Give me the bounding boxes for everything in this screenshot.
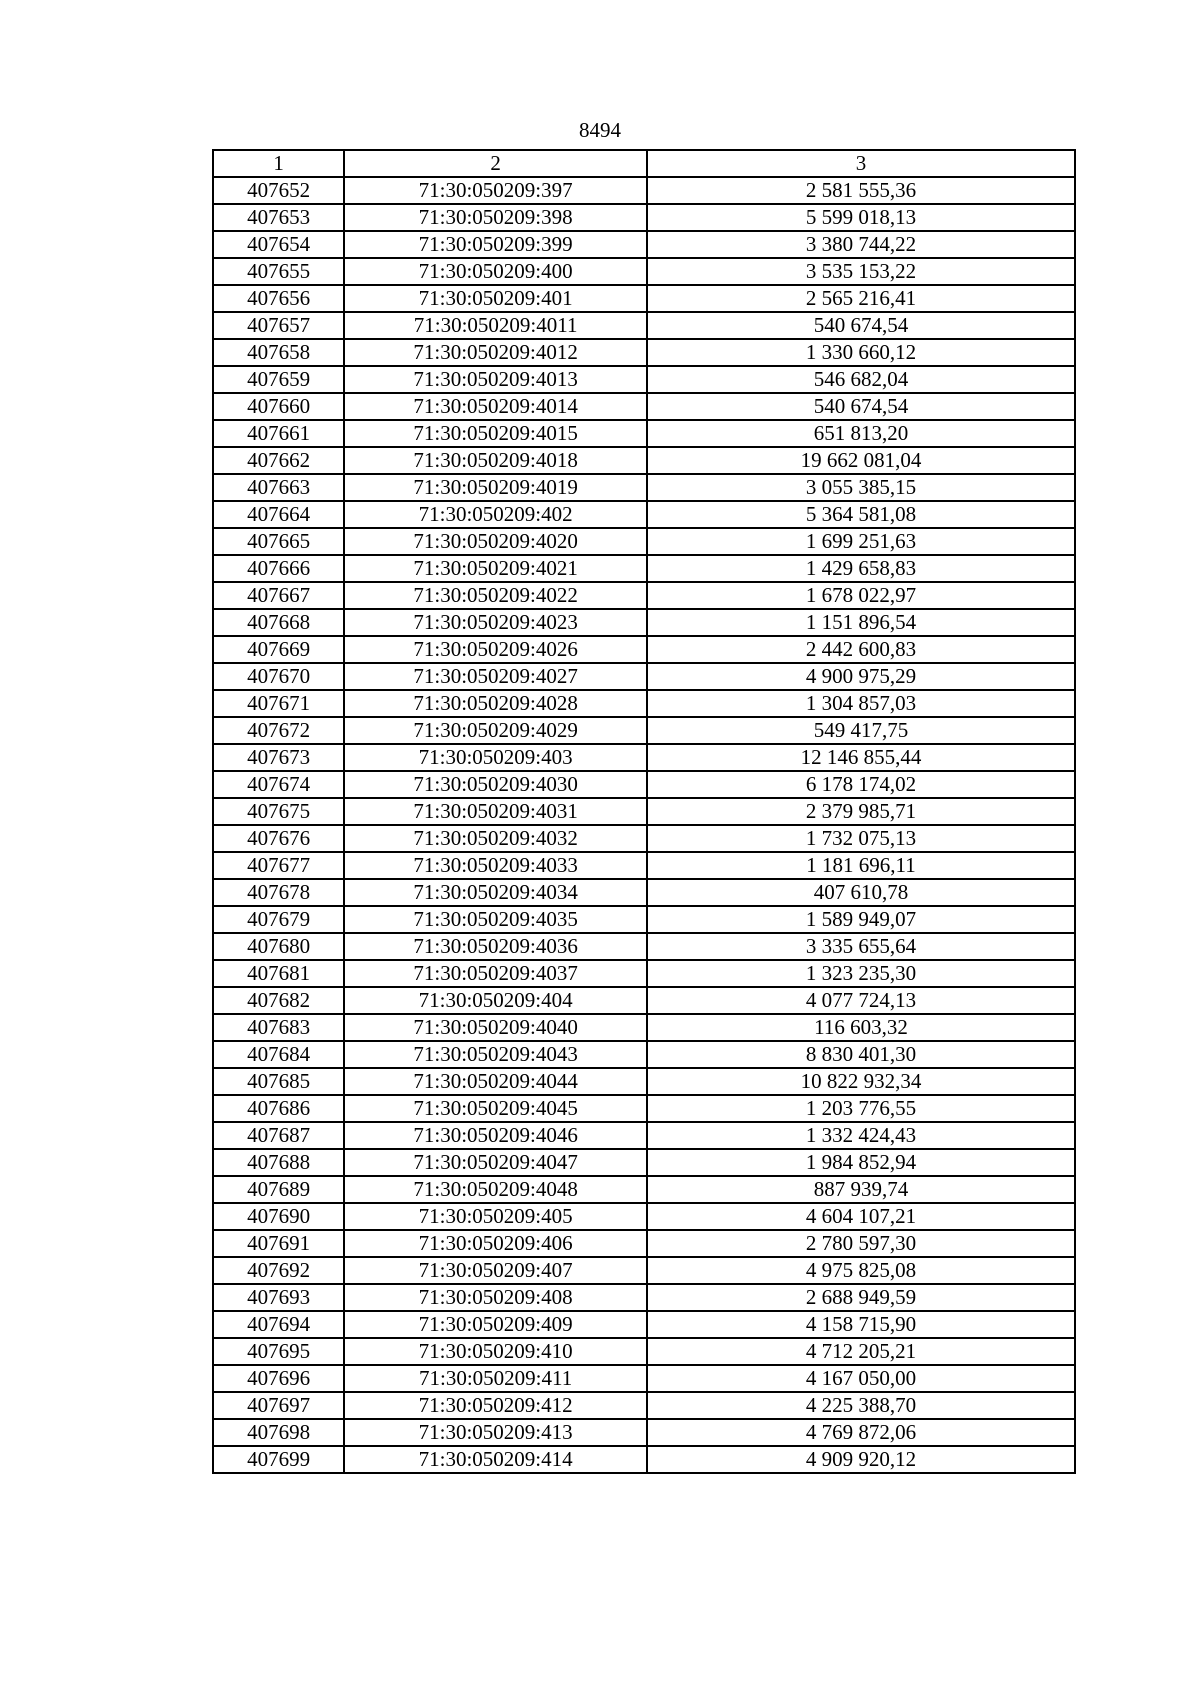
value-cell: 6 178 174,02	[647, 771, 1075, 798]
cadastral-number-cell: 71:30:050209:414	[344, 1446, 647, 1473]
row-number-cell: 407692	[213, 1257, 344, 1284]
row-number-cell: 407656	[213, 285, 344, 312]
table-row	[213, 1203, 1075, 1230]
table-row	[213, 528, 1075, 555]
value-cell: 540 674,54	[647, 312, 1075, 339]
table-row	[213, 501, 1075, 528]
row-number-cell: 407655	[213, 258, 344, 285]
cadastral-number-cell: 71:30:050209:4047	[344, 1149, 647, 1176]
row-number-cell: 407660	[213, 393, 344, 420]
table-row	[213, 1230, 1075, 1257]
cadastral-number-cell: 71:30:050209:399	[344, 231, 647, 258]
row-number-cell: 407690	[213, 1203, 344, 1230]
cadastral-number-cell: 71:30:050209:412	[344, 1392, 647, 1419]
row-number-cell: 407666	[213, 555, 344, 582]
value-cell: 1 589 949,07	[647, 906, 1075, 933]
table-row	[213, 987, 1075, 1014]
value-cell: 1 429 658,83	[647, 555, 1075, 582]
row-number-cell: 407685	[213, 1068, 344, 1095]
cadastral-number-cell: 71:30:050209:405	[344, 1203, 647, 1230]
cadastral-number-cell: 71:30:050209:407	[344, 1257, 647, 1284]
cadastral-number-cell: 71:30:050209:4048	[344, 1176, 647, 1203]
value-cell: 546 682,04	[647, 366, 1075, 393]
row-number-cell: 407673	[213, 744, 344, 771]
value-cell: 3 380 744,22	[647, 231, 1075, 258]
value-cell: 4 769 872,06	[647, 1419, 1075, 1446]
table-row	[213, 771, 1075, 798]
cadastral-number-cell: 71:30:050209:411	[344, 1365, 647, 1392]
table-row	[213, 879, 1075, 906]
table-row	[213, 960, 1075, 987]
table-row	[213, 1176, 1075, 1203]
value-cell: 1 732 075,13	[647, 825, 1075, 852]
row-number-cell: 407699	[213, 1446, 344, 1473]
row-number-cell: 407667	[213, 582, 344, 609]
row-number-cell: 407672	[213, 717, 344, 744]
table-row	[213, 1419, 1075, 1446]
cadastral-number-cell: 71:30:050209:4044	[344, 1068, 647, 1095]
table-row	[213, 1257, 1075, 1284]
table-row	[213, 1446, 1075, 1473]
page-number: 8494	[579, 118, 621, 142]
value-cell: 4 909 920,12	[647, 1446, 1075, 1473]
table-row	[213, 312, 1075, 339]
cadastral-number-cell: 71:30:050209:4030	[344, 771, 647, 798]
row-number-cell: 407696	[213, 1365, 344, 1392]
value-cell: 4 077 724,13	[647, 987, 1075, 1014]
value-cell: 887 939,74	[647, 1176, 1075, 1203]
table-row	[213, 555, 1075, 582]
value-cell: 4 225 388,70	[647, 1392, 1075, 1419]
value-cell: 1 699 251,63	[647, 528, 1075, 555]
value-cell: 4 167 050,00	[647, 1365, 1075, 1392]
row-number-cell: 407694	[213, 1311, 344, 1338]
value-cell: 12 146 855,44	[647, 744, 1075, 771]
value-cell: 549 417,75	[647, 717, 1075, 744]
cadastral-number-cell: 71:30:050209:403	[344, 744, 647, 771]
cadastral-number-cell: 71:30:050209:413	[344, 1419, 647, 1446]
table-row	[213, 636, 1075, 663]
row-number-cell: 407691	[213, 1230, 344, 1257]
row-number-cell: 407680	[213, 933, 344, 960]
table-row	[213, 1338, 1075, 1365]
table-body	[213, 177, 1075, 1473]
row-number-cell: 407665	[213, 528, 344, 555]
cadastral-value-table	[212, 149, 1076, 1474]
cadastral-number-cell: 71:30:050209:4040	[344, 1014, 647, 1041]
row-number-cell: 407693	[213, 1284, 344, 1311]
column-header-value: 3	[647, 150, 1075, 177]
table-row	[213, 906, 1075, 933]
table-header-row	[213, 150, 1075, 177]
cadastral-number-cell: 71:30:050209:4026	[344, 636, 647, 663]
row-number-cell: 407684	[213, 1041, 344, 1068]
cadastral-number-cell: 71:30:050209:4046	[344, 1122, 647, 1149]
table-row	[213, 1149, 1075, 1176]
cadastral-number-cell: 71:30:050209:4020	[344, 528, 647, 555]
cadastral-number-cell: 71:30:050209:4033	[344, 852, 647, 879]
row-number-cell: 407683	[213, 1014, 344, 1041]
cadastral-number-cell: 71:30:050209:401	[344, 285, 647, 312]
table-row	[213, 285, 1075, 312]
value-cell: 2 565 216,41	[647, 285, 1075, 312]
cadastral-number-cell: 71:30:050209:410	[344, 1338, 647, 1365]
value-cell: 4 604 107,21	[647, 1203, 1075, 1230]
row-number-cell: 407652	[213, 177, 344, 204]
row-number-cell: 407679	[213, 906, 344, 933]
row-number-cell: 407668	[213, 609, 344, 636]
cadastral-number-cell: 71:30:050209:409	[344, 1311, 647, 1338]
value-cell: 8 830 401,30	[647, 1041, 1075, 1068]
cadastral-number-cell: 71:30:050209:397	[344, 177, 647, 204]
table-row	[213, 204, 1075, 231]
table-row	[213, 663, 1075, 690]
table-row	[213, 1041, 1075, 1068]
cadastral-number-cell: 71:30:050209:4034	[344, 879, 647, 906]
cadastral-number-cell: 71:30:050209:4045	[344, 1095, 647, 1122]
row-number-cell: 407664	[213, 501, 344, 528]
cadastral-number-cell: 71:30:050209:4015	[344, 420, 647, 447]
row-number-cell: 407661	[213, 420, 344, 447]
cadastral-number-cell: 71:30:050209:4012	[344, 339, 647, 366]
value-cell: 2 780 597,30	[647, 1230, 1075, 1257]
row-number-cell: 407677	[213, 852, 344, 879]
value-cell: 19 662 081,04	[647, 447, 1075, 474]
table-row	[213, 474, 1075, 501]
table-row	[213, 1068, 1075, 1095]
cadastral-number-cell: 71:30:050209:4023	[344, 609, 647, 636]
table-row	[213, 852, 1075, 879]
cadastral-number-cell: 71:30:050209:4036	[344, 933, 647, 960]
cadastral-number-cell: 71:30:050209:4032	[344, 825, 647, 852]
cadastral-number-cell: 71:30:050209:4014	[344, 393, 647, 420]
table-row	[213, 447, 1075, 474]
row-number-cell: 407674	[213, 771, 344, 798]
row-number-cell: 407653	[213, 204, 344, 231]
cadastral-number-cell: 71:30:050209:4031	[344, 798, 647, 825]
value-cell: 1 330 660,12	[647, 339, 1075, 366]
value-cell: 1 151 896,54	[647, 609, 1075, 636]
cadastral-number-cell: 71:30:050209:4022	[344, 582, 647, 609]
value-cell: 116 603,32	[647, 1014, 1075, 1041]
table-row	[213, 366, 1075, 393]
table-row	[213, 825, 1075, 852]
row-number-cell: 407675	[213, 798, 344, 825]
cadastral-number-cell: 71:30:050209:400	[344, 258, 647, 285]
value-cell: 1 332 424,43	[647, 1122, 1075, 1149]
cadastral-number-cell: 71:30:050209:408	[344, 1284, 647, 1311]
value-cell: 2 442 600,83	[647, 636, 1075, 663]
row-number-cell: 407697	[213, 1392, 344, 1419]
value-cell: 407 610,78	[647, 879, 1075, 906]
table-row	[213, 744, 1075, 771]
value-cell: 1 984 852,94	[647, 1149, 1075, 1176]
row-number-cell: 407676	[213, 825, 344, 852]
table-row	[213, 690, 1075, 717]
table-row	[213, 717, 1075, 744]
value-cell: 1 323 235,30	[647, 960, 1075, 987]
row-number-cell: 407662	[213, 447, 344, 474]
row-number-cell: 407658	[213, 339, 344, 366]
table-row	[213, 1095, 1075, 1122]
value-cell: 5 599 018,13	[647, 204, 1075, 231]
table-row	[213, 420, 1075, 447]
value-cell: 651 813,20	[647, 420, 1075, 447]
cadastral-number-cell: 71:30:050209:4011	[344, 312, 647, 339]
cadastral-number-cell: 71:30:050209:4028	[344, 690, 647, 717]
row-number-cell: 407678	[213, 879, 344, 906]
value-cell: 2 688 949,59	[647, 1284, 1075, 1311]
cadastral-number-cell: 71:30:050209:4027	[344, 663, 647, 690]
value-cell: 5 364 581,08	[647, 501, 1075, 528]
table-row	[213, 258, 1075, 285]
row-number-cell: 407688	[213, 1149, 344, 1176]
value-cell: 2 379 985,71	[647, 798, 1075, 825]
row-number-cell: 407657	[213, 312, 344, 339]
cadastral-number-cell: 71:30:050209:4018	[344, 447, 647, 474]
value-cell: 3 535 153,22	[647, 258, 1075, 285]
value-cell: 3 055 385,15	[647, 474, 1075, 501]
cadastral-number-cell: 71:30:050209:4021	[344, 555, 647, 582]
value-cell: 4 900 975,29	[647, 663, 1075, 690]
row-number-cell: 407670	[213, 663, 344, 690]
cadastral-number-cell: 71:30:050209:4037	[344, 960, 647, 987]
table-row	[213, 1311, 1075, 1338]
value-cell: 1 678 022,97	[647, 582, 1075, 609]
table-row	[213, 1014, 1075, 1041]
value-cell: 2 581 555,36	[647, 177, 1075, 204]
table-row	[213, 177, 1075, 204]
row-number-cell: 407682	[213, 987, 344, 1014]
value-cell: 4 975 825,08	[647, 1257, 1075, 1284]
cadastral-number-cell: 71:30:050209:402	[344, 501, 647, 528]
table-row	[213, 609, 1075, 636]
cadastral-number-cell: 71:30:050209:4019	[344, 474, 647, 501]
value-cell: 1 203 776,55	[647, 1095, 1075, 1122]
value-cell: 1 304 857,03	[647, 690, 1075, 717]
cadastral-number-cell: 71:30:050209:4029	[344, 717, 647, 744]
table-row	[213, 798, 1075, 825]
cadastral-number-cell: 71:30:050209:4013	[344, 366, 647, 393]
table-row	[213, 933, 1075, 960]
row-number-cell: 407659	[213, 366, 344, 393]
table-row	[213, 1122, 1075, 1149]
row-number-cell: 407698	[213, 1419, 344, 1446]
cadastral-number-cell: 71:30:050209:406	[344, 1230, 647, 1257]
table-row	[213, 339, 1075, 366]
table-row	[213, 231, 1075, 258]
value-cell: 4 158 715,90	[647, 1311, 1075, 1338]
cadastral-number-cell: 71:30:050209:4043	[344, 1041, 647, 1068]
cadastral-number-cell: 71:30:050209:398	[344, 204, 647, 231]
table-row	[213, 1284, 1075, 1311]
table-row	[213, 1392, 1075, 1419]
row-number-cell: 407689	[213, 1176, 344, 1203]
value-cell: 4 712 205,21	[647, 1338, 1075, 1365]
table-row	[213, 1365, 1075, 1392]
row-number-cell: 407669	[213, 636, 344, 663]
row-number-cell: 407686	[213, 1095, 344, 1122]
column-header-number: 1	[213, 150, 344, 177]
value-cell: 540 674,54	[647, 393, 1075, 420]
row-number-cell: 407681	[213, 960, 344, 987]
row-number-cell: 407671	[213, 690, 344, 717]
row-number-cell: 407654	[213, 231, 344, 258]
column-header-cadastral-number: 2	[344, 150, 647, 177]
value-cell: 1 181 696,11	[647, 852, 1075, 879]
row-number-cell: 407695	[213, 1338, 344, 1365]
row-number-cell: 407687	[213, 1122, 344, 1149]
cadastral-number-cell: 71:30:050209:404	[344, 987, 647, 1014]
table-row	[213, 582, 1075, 609]
value-cell: 3 335 655,64	[647, 933, 1075, 960]
table-row	[213, 393, 1075, 420]
cadastral-number-cell: 71:30:050209:4035	[344, 906, 647, 933]
value-cell: 10 822 932,34	[647, 1068, 1075, 1095]
row-number-cell: 407663	[213, 474, 344, 501]
